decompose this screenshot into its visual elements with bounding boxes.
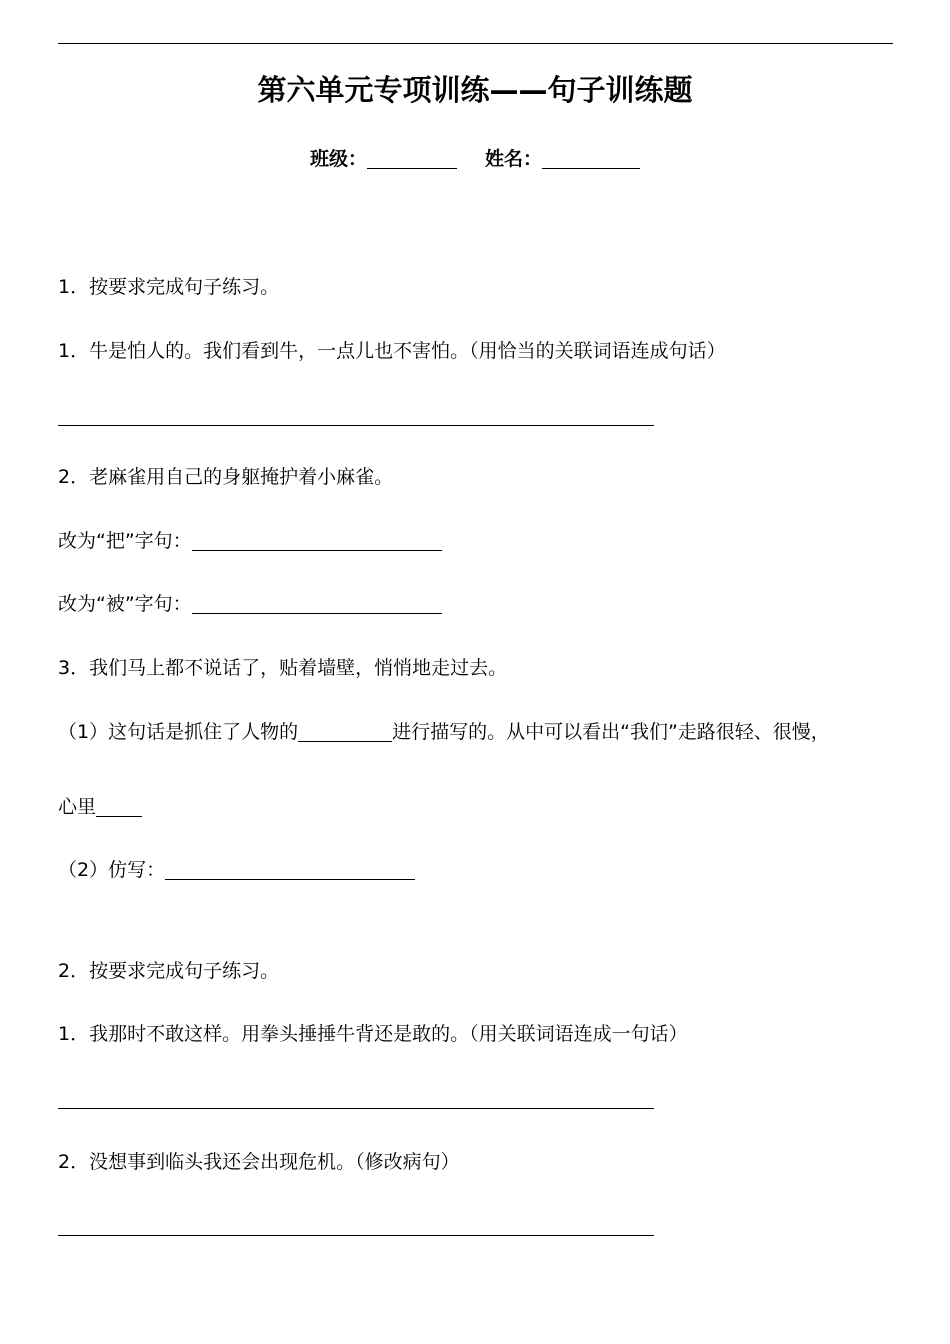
student-info: [0, 144, 950, 174]
bei-sentence-blank[interactable]: [192, 593, 442, 614]
sub-question-2-blank[interactable]: [165, 859, 415, 880]
top-rule: [58, 43, 893, 44]
bei-sentence-label: 改为“被”字句：: [58, 593, 192, 615]
sub-question-1-continued: [58, 793, 142, 821]
sub-question-1-part1: （1）这句话是抓住了人物的: [58, 721, 299, 743]
question-1-1: 1．牛是怕人的。我们看到牛，一点儿也不害怕。（用恰当的关联词语连成句话）: [58, 340, 726, 362]
class-blank[interactable]: [367, 146, 457, 169]
question-2-2: 2．没想事到临头我还会出现危机。（修改病句）: [58, 1151, 460, 1173]
section-2-heading: 2．按要求完成句子练习。: [58, 960, 280, 982]
question-1-2: 2．老麻雀用自己的身躯掩护着小麻雀。: [58, 466, 394, 488]
answer-line-2-2[interactable]: [58, 1235, 654, 1236]
sub-question-1-cont-text: 心里: [58, 796, 97, 818]
bei-sentence-row: [58, 590, 442, 618]
name-label: 姓名：: [485, 148, 543, 170]
sub-question-2-label: （2）仿写：: [58, 859, 166, 881]
ba-sentence-row: [58, 527, 442, 555]
class-label: 班级：: [309, 148, 367, 170]
question-1-3: 3．我们马上都不说话了，贴着墙壁，悄悄地走过去。: [58, 657, 508, 679]
ba-sentence-label: 改为“把”字句：: [58, 530, 192, 552]
answer-line-2-1[interactable]: [58, 1108, 654, 1109]
answer-line-1-1[interactable]: [58, 425, 654, 426]
sub-question-1-blank[interactable]: [298, 721, 392, 742]
sub-question-1-part2: 进行描写的。从中可以看出“我们”走路很轻、很慢，: [392, 721, 830, 743]
name-blank[interactable]: [542, 146, 640, 169]
sub-question-2-row: [58, 856, 415, 884]
question-2-1: 1．我那时不敢这样。用拳头捶捶牛背还是敢的。（用关联词语连成一句话）: [58, 1023, 688, 1045]
section-1-heading: 1．按要求完成句子练习。: [58, 276, 280, 298]
sub-question-1-row: [58, 718, 830, 746]
page-title: 第六单元专项训练——句子训练题: [257, 73, 693, 107]
ba-sentence-blank[interactable]: [192, 530, 442, 551]
sub-question-1-blank-2[interactable]: [96, 796, 142, 817]
